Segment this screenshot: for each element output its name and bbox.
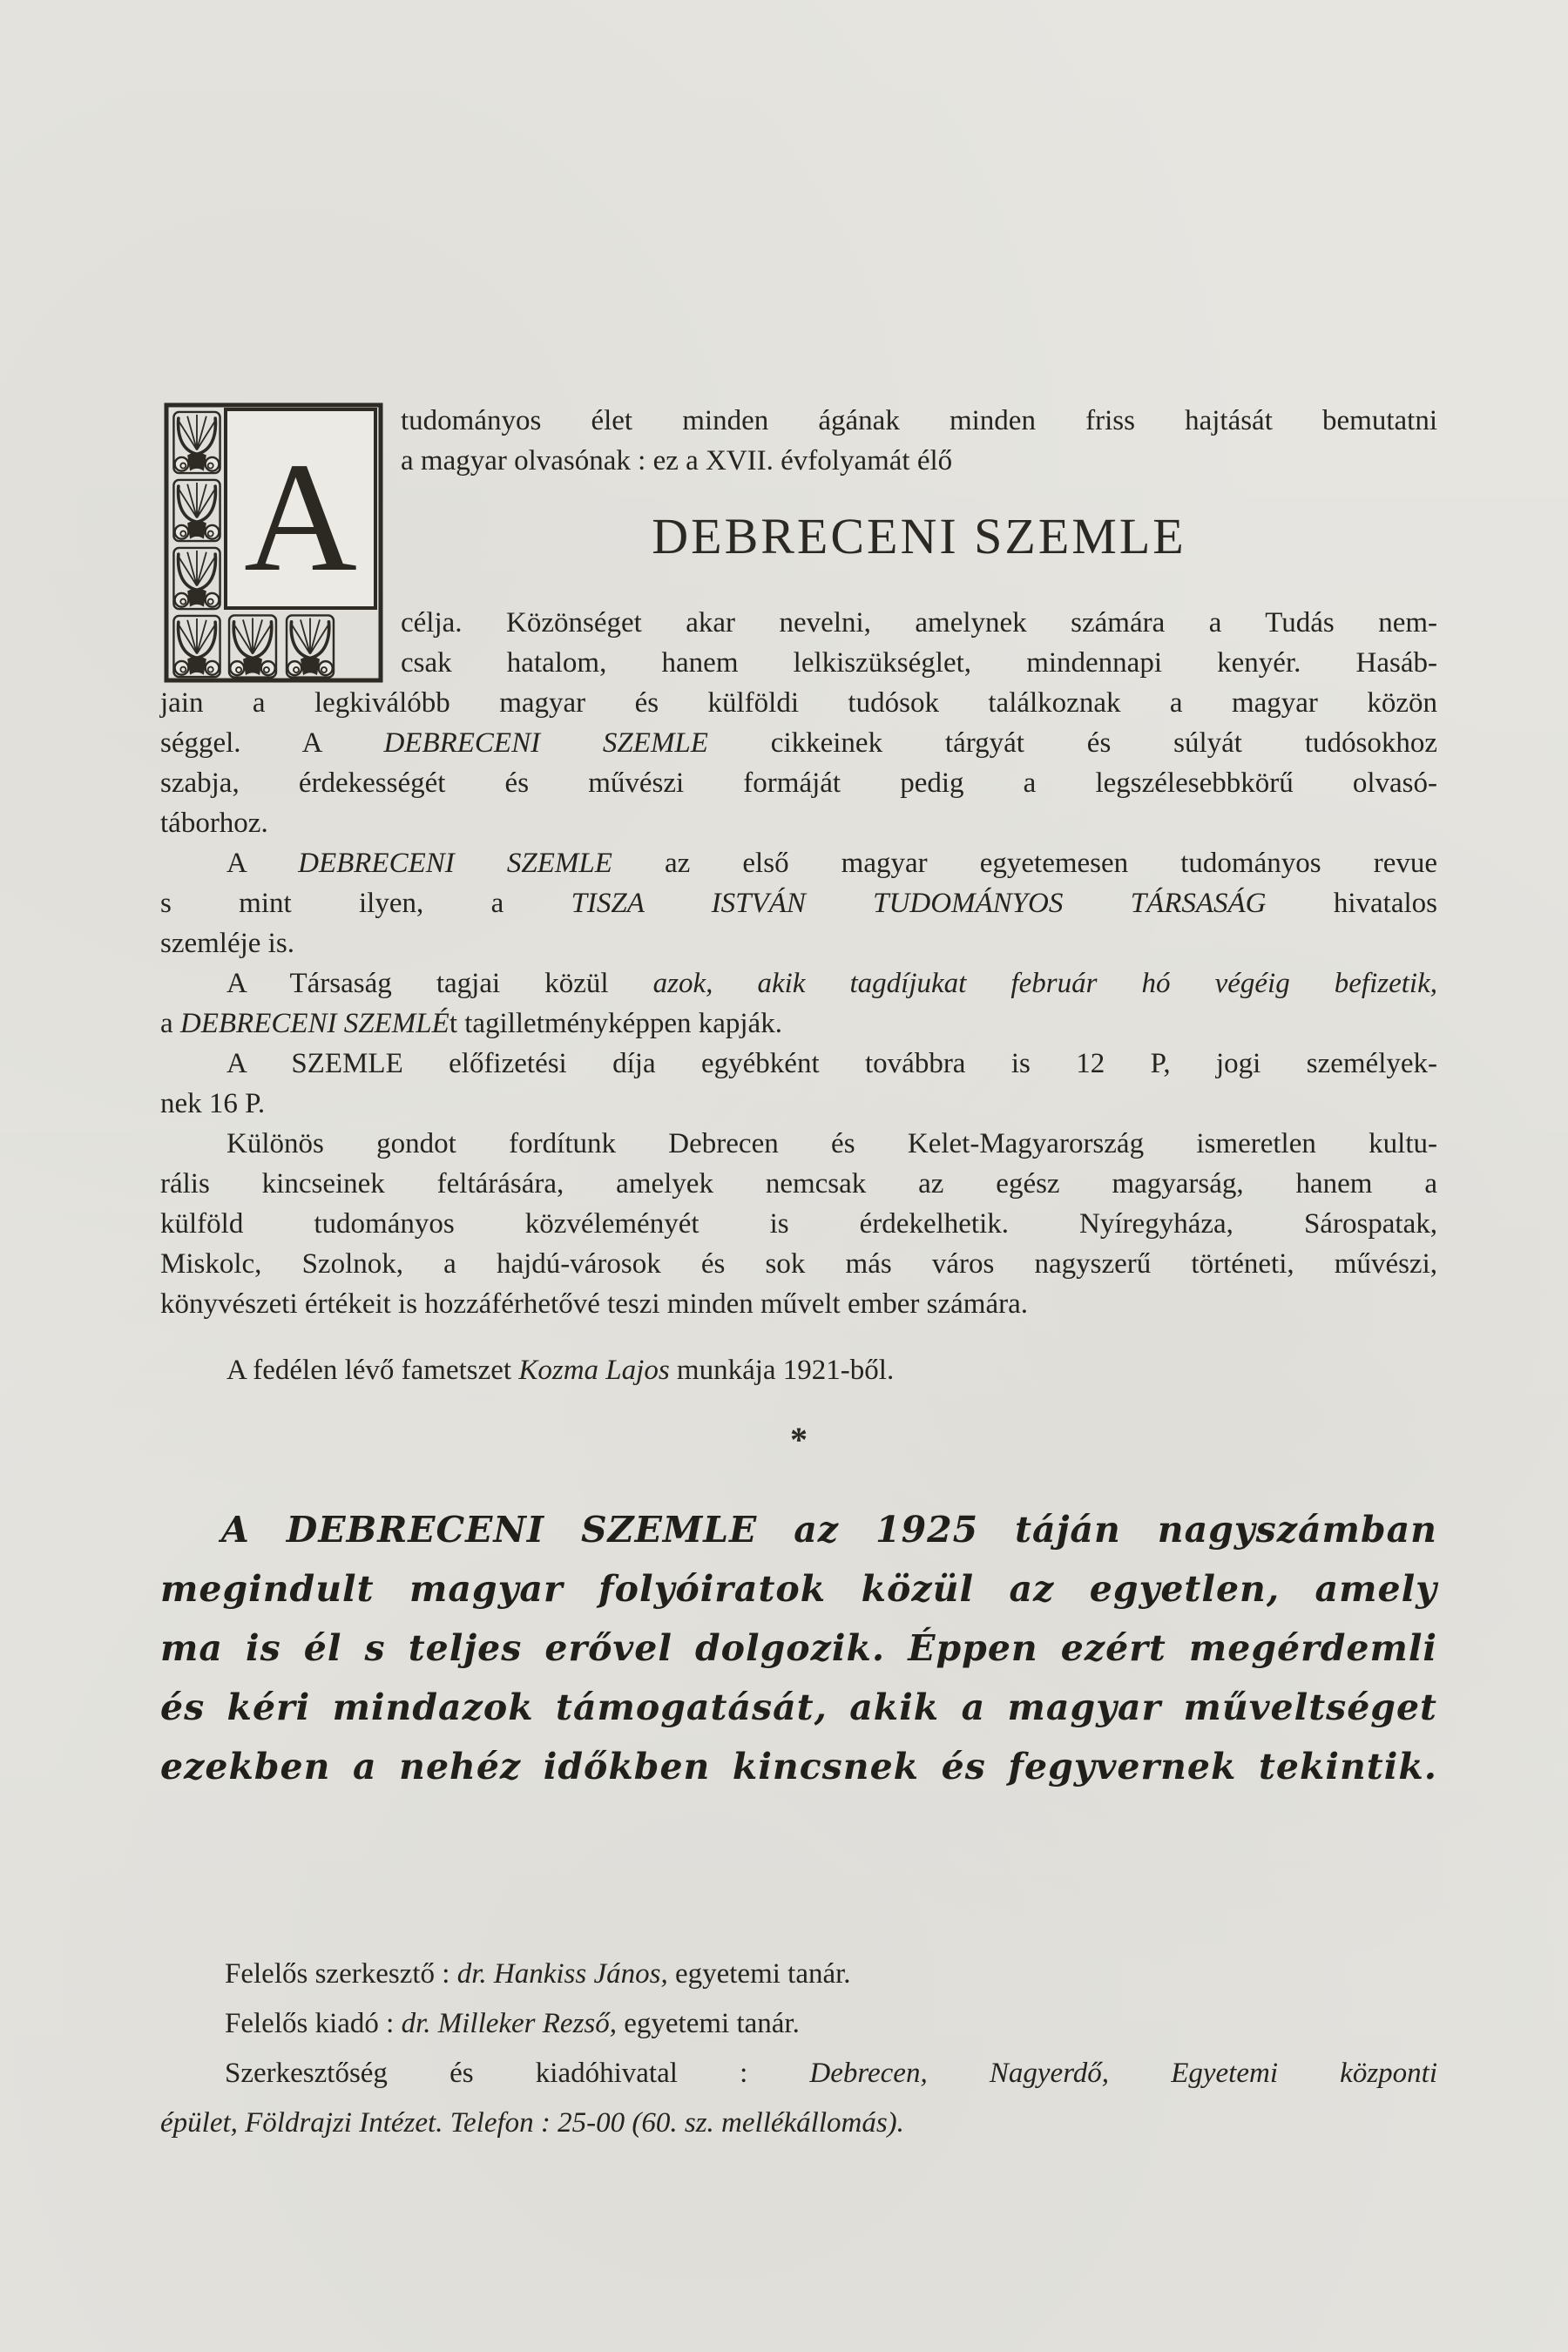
text-line: táborhoz. xyxy=(160,808,268,839)
tulip-ornament-tile xyxy=(173,412,220,473)
text-line: Különös gondot fordítunk Debrecen és Kelet-Magyarország ismeretlen kultu- xyxy=(226,1128,1437,1159)
text-line: rális kincseinek feltárására, amelyek nemcsak az egész magyarság, hanem a xyxy=(160,1168,1437,1200)
tulip-ornament-tile xyxy=(173,480,220,541)
promotional-paragraph xyxy=(160,1500,1437,1796)
text-line: A SZEMLE előfizetési díja egyébként továbbra is 12 P, jogi személyek- xyxy=(226,1048,1437,1079)
cover-note xyxy=(160,1350,1437,1390)
body-paragraph-1 xyxy=(160,843,1437,963)
text-line: a DEBRECENI SZEMLÉt tagilletményképpen kapják. xyxy=(160,1008,782,1039)
text-line: célja. Közönséget akar nevelni, amelynek számára a Tudás nem- xyxy=(401,607,1437,639)
text-line: csak hatalom, hanem lelkiszükséglet, mindennapi kenyér. Hasáb- xyxy=(401,647,1437,679)
dropcap-woodcut-graphic xyxy=(164,402,383,683)
text-line: könyvészeti értékeit is hozzáférhetővé teszi minden művelt ember számára. xyxy=(160,1288,1028,1320)
text-line: szemléje is. xyxy=(160,928,294,959)
text-line: A DEBRECENI SZEMLE az első magyar egyetemesen tudományos revue xyxy=(226,848,1437,879)
text-line: A fedélen lévő fametszet Kozma Lajos munkája 1921-ből. xyxy=(226,1355,895,1386)
text-line: ezekben a nehéz időkben kincsnek és fegyvernek tekintik. xyxy=(160,1746,1437,1788)
body-paragraph-2 xyxy=(160,963,1437,1044)
page-content xyxy=(160,401,1437,2148)
text-line: Miskolc, Szolnok, a hajdú-városok és sok más város nagyszerű történeti, művészi, xyxy=(160,1248,1437,1280)
text-line: A Társaság tagjai közül azok, akik tagdíjukat február hó végéig befizetik, xyxy=(226,968,1437,999)
imprint-block xyxy=(160,1950,1437,2148)
text-line: szabja, érdekességét és művészi formáját pedig a legszélesebbkörű olvasó- xyxy=(160,767,1437,799)
text-line: megindult magyar folyóiratok közül az egyetlen, amely xyxy=(160,1568,1437,1610)
text-line: és kéri mindazok támogatását, akik a magyar műveltséget xyxy=(160,1686,1437,1728)
dropcap-letter: A xyxy=(244,430,357,604)
tulip-ornament-tile xyxy=(173,548,220,609)
text-line: A DEBRECENI SZEMLE az 1925 táján nagyszámban xyxy=(221,1509,1437,1551)
text-line: jain a legkiválóbb magyar és külföldi tudósok találkoznak a magyar közön xyxy=(160,687,1437,719)
text-line: épület, Földrajzi Intézet. Telefon : 25-00 (60. sz. mellékállomás). xyxy=(160,2107,904,2139)
tulip-ornament-tile xyxy=(229,615,276,677)
text-line: Felelős kiadó : dr. Milleker Rezső, egyetemi tanár. xyxy=(225,2008,800,2039)
body-paragraph-3 xyxy=(160,1044,1437,1124)
dropcap-ornament xyxy=(164,402,383,683)
tulip-ornament-tile xyxy=(173,616,220,677)
text-line: Felelős szerkesztő : dr. Hankiss János, egyetemi tanár. xyxy=(225,1958,851,1990)
text-line: Szerkesztőség és kiadóhivatal : Debrecen, Nagyerdő, Egyetemi központi xyxy=(225,2058,1438,2089)
text-line: séggel. A DEBRECENI SZEMLE cikkeinek tárgyát és súlyát tudósokhoz xyxy=(160,727,1437,759)
asterisk-separator: * xyxy=(790,1420,808,1459)
text-line: nek 16 P. xyxy=(160,1088,266,1119)
text-line: ma is él s teljes erővel dolgozik. Éppen ezért megérdemli xyxy=(160,1627,1437,1669)
text-line: külföld tudományos közvéleményét is érdekelhetik. Nyíregyháza, Sárospatak, xyxy=(160,1208,1437,1240)
body-paragraph-4 xyxy=(160,1124,1437,1324)
text-line: a magyar olvasónak : ez a XVII. évfolyamát élő xyxy=(401,445,953,476)
magazine-title: DEBRECENI SZEMLE xyxy=(652,508,1186,564)
text-line: s mint ilyen, a TISZA ISTVÁN TUDOMÁNYOS TÁRSASÁG hivatalos xyxy=(160,888,1437,919)
text-line: tudományos élet minden ágának minden friss hajtását bemutatni xyxy=(401,405,1437,436)
tulip-ornament-tile xyxy=(287,615,334,677)
